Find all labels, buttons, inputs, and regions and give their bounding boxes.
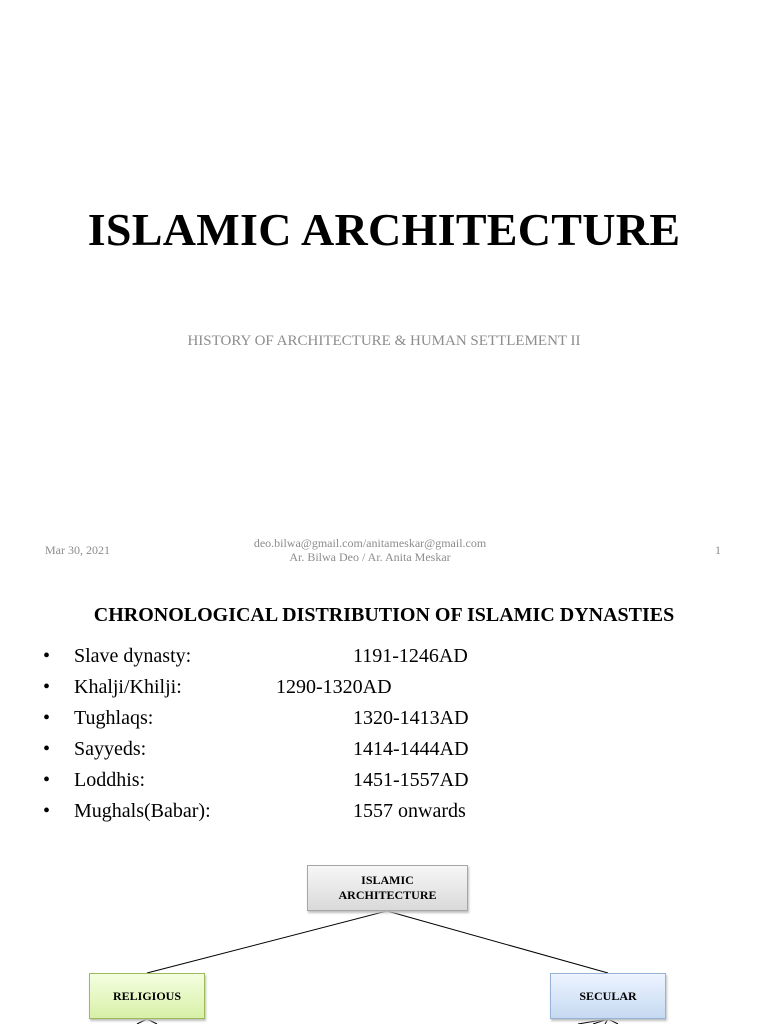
connector-line-left-child	[147, 1019, 157, 1024]
connector-line-right-child	[608, 1019, 618, 1024]
connector-line-right-child	[578, 1019, 608, 1024]
diagram-secular-box	[550, 973, 666, 1019]
dynasty-name: Tughlaqs:	[74, 707, 154, 729]
connector-line-right	[387, 911, 608, 973]
dynasty-years: 1451-1557AD	[353, 769, 469, 791]
dynasty-years: 1557 onwards	[353, 800, 466, 822]
dynasties-heading: CHRONOLOGICAL DISTRIBUTION OF ISLAMIC DYNASTIES	[93, 604, 675, 626]
footer-date: Mar 30, 2021	[45, 543, 110, 557]
diagram-religious-label: RELIGIOUS	[112, 988, 182, 1003]
diagram-religious-box	[89, 973, 205, 1019]
slide-subtitle: HISTORY OF ARCHITECTURE & HUMAN SETTLEMENT II	[187, 333, 581, 349]
bullet-icon: •	[43, 676, 51, 698]
bullet-icon: •	[43, 738, 51, 760]
bullet-icon: •	[43, 645, 51, 667]
dynasty-name: Slave dynasty:	[74, 645, 192, 667]
dynasty-name: Loddhis:	[74, 769, 146, 791]
diagram-root-label: ISLAMIC ARCHITECTURE	[338, 873, 437, 902]
bullet-icon: •	[43, 707, 51, 729]
connector-line-left	[147, 911, 387, 973]
slide-title: ISLAMIC ARCHITECTURE	[87, 204, 681, 255]
footer-authors: Ar. Bilwa Deo / Ar. Anita Meskar	[289, 550, 451, 564]
bullet-icon: •	[43, 800, 51, 822]
footer-emails: deo.bilwa@gmail.com/anitameskar@gmail.com	[253, 536, 487, 550]
dynasty-name: Khalji/Khilji:	[74, 676, 182, 698]
dynasty-years: 1191-1246AD	[353, 645, 468, 667]
dynasty-name: Sayyeds:	[74, 738, 147, 760]
dynasty-years: 1290-1320AD	[276, 676, 392, 698]
bullet-icon: •	[43, 769, 51, 791]
dynasty-years: 1320-1413AD	[353, 707, 469, 729]
connector-line-left-child	[137, 1019, 147, 1024]
dynasty-years: 1414-1444AD	[353, 738, 469, 760]
footer-page-number: 1	[715, 543, 721, 557]
dynasty-name: Mughals(Babar):	[74, 800, 211, 822]
diagram-root-box	[307, 865, 468, 911]
diagram-secular-label: SECULAR	[579, 988, 637, 1003]
